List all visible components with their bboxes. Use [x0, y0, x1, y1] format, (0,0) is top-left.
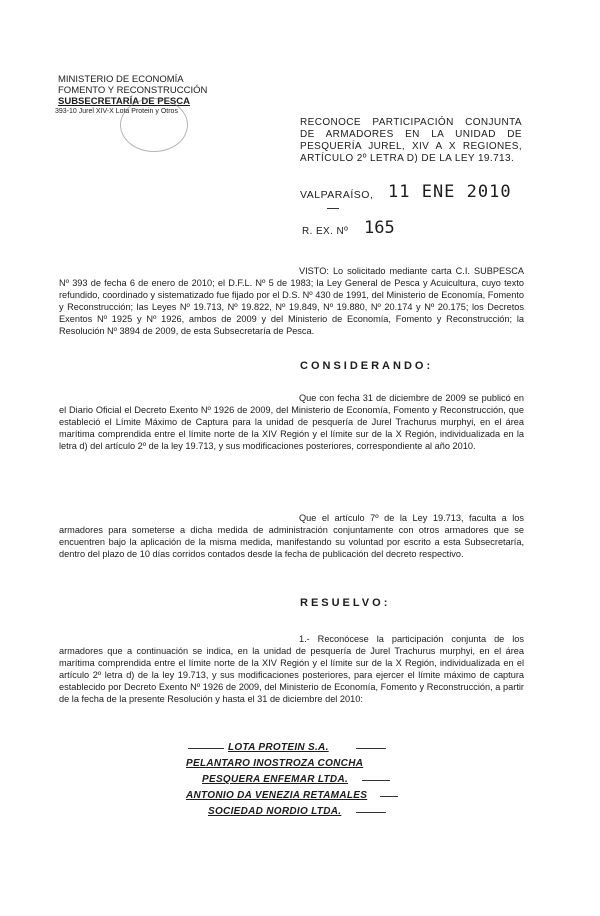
blank-line: [356, 748, 386, 749]
resolution-label: R. EX. Nº: [302, 226, 349, 237]
blank-line: [362, 780, 390, 781]
resuelvo-paragraph-1: 1.- Reconócese la participación conjunta de los armadores que a continuación se indica, en la unidad de pesquería de Jurel Trachurus murphyi, en el área marítima comprendida entre el límite norte de la XIV Región y el límite sur de la X Región, individualizada en el artículo 2º letra d) de la ley 19.713, y sus modificaciones posteriores, para ejercer el límite máximo de captura establecido por Decreto Exento Nº 1926 de 2009, del Ministerio de Economía, Fomento y Reconstrucción, a partir de la fecha de la presente Resolución y hasta el 31 de diciembre del 2010:: [59, 634, 524, 704]
considerando-paragraph-1: Que con fecha 31 de diciembre de 2009 se publicó en el Diario Oficial el Decreto Exento Nº 1926 de 2009, del Ministerio de Economía, Fomento y Reconstrucción, que estableció el Límite Máximo de Captura para la unidad de pesquería de Jurel Trachurus murphyi, en el área marítima comprendida entre el límite norte de la XIV Región y el límite sur de la X Región, individualizada en la letra d) del artículo 2º de la ley 19.713, y sus modificaciones posteriores, correspondiente al año 2010.: [59, 393, 524, 451]
company-name: SOCIEDAD NORDIO LTDA.: [208, 806, 342, 817]
blank-line: [356, 812, 386, 813]
blank-line: [188, 748, 224, 749]
reference-code: 393-10 Jurel XIV-X Lota Protein y Otros: [55, 108, 178, 115]
undersecretary-name: SUBSECRETARÍA DE PESCA: [58, 96, 190, 107]
date-stamp: 11 ENE 2010: [388, 182, 512, 202]
resolution-subject: RECONOCE PARTICIPACIÓN CONJUNTA DE ARMADORES EN LA UNIDAD DE PESQUERÍA JUREL, XIV A X REGIONES, ARTÍCULO 2º LETRA D) DE LA LEY 19.713.: [300, 117, 522, 164]
official-seal: [120, 98, 188, 152]
company-name: PELANTARO INOSTROZA CONCHA: [186, 758, 364, 769]
company-name: LOTA PROTEIN S.A.: [228, 742, 329, 753]
ministry-name-line2: FOMENTO Y RECONSTRUCCIÓN: [58, 85, 208, 96]
resuelvo-heading: RESUELVO:: [300, 597, 391, 609]
company-name: ANTONIO DA VENEZIA RETAMALES: [186, 790, 368, 801]
ministry-name: MINISTERIO DE ECONOMÍA: [58, 74, 184, 85]
place-label: VALPARAÍSO,: [300, 189, 374, 201]
company-list: [188, 742, 388, 832]
resolution-number: 165: [364, 218, 395, 238]
blank-line: [380, 796, 398, 797]
considerando-paragraph-2: Que el artículo 7º de la Ley 19.713, faculta a los armadores para someterse a dicha medida de administración conjuntamente con otros armadores que se encuentren bajo la aplicación de la misma medida, manifestando su voluntad por escrito a esta Subsecretaría, dentro del plazo de 10 días corridos contados desde la fecha de publicación del decreto respectivo.: [59, 513, 524, 559]
visto-paragraph: VISTO: Lo solicitado mediante carta C.I. SUBPESCA Nº 393 de fecha 6 de enero de 2010; el D.F.L. Nº 5 de 1983; la Ley General de Pesca y Acuicultura, cuyo texto refundido, coordinado y sistematizado fue fijado por el D.S. Nº 430 de 1991, del Ministerio de Economía, Fomento y Reconstrucción; las Leyes Nº 19.713, Nº 19.822, Nº 19.849, Nº 19.880, Nº 20.174 y Nº 20.175; los Decretos Exentos Nº 1925 y Nº 1926, ambos de 2009 y del Ministerio de Economía, Fomento y Reconstrucción; la Resolución Nº 3894 de 2009, de esta Subsecretaría de Pesca.: [59, 266, 524, 336]
considerando-heading: CONSIDERANDO:: [300, 360, 434, 372]
company-name: PESQUERA ENFEMAR LTDA.: [202, 774, 349, 785]
divider: [327, 208, 339, 209]
